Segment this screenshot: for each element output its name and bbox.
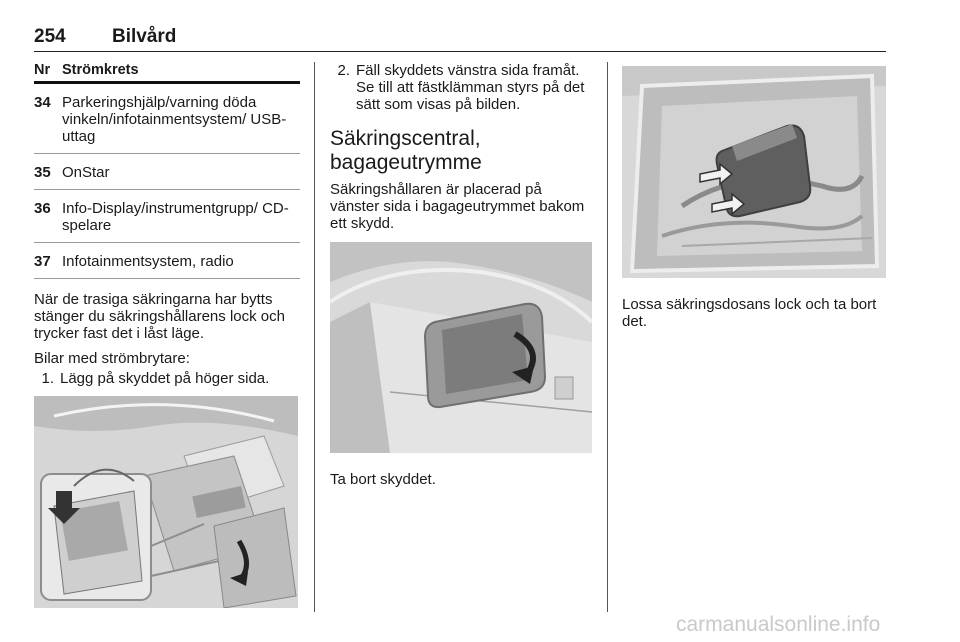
column-right <box>622 62 886 330</box>
body-paragraph: Bilar med strömbrytare: <box>34 350 190 367</box>
table-row <box>34 190 300 243</box>
column-middle <box>330 62 594 488</box>
section-heading: Säkringscentral, bagageutrymme <box>330 127 482 174</box>
illustration-fuse-box <box>622 66 886 278</box>
column-left <box>34 62 300 608</box>
header-nr: Nr <box>34 62 51 78</box>
step-text: Fäll skyddets vänstra sida framåt. Se till att fästklämman styrs på det sätt som visas på bilden. <box>356 62 585 113</box>
row-nr: 34 <box>34 94 51 111</box>
column-divider <box>607 62 608 612</box>
table-row <box>34 84 300 154</box>
illustration-center-console <box>34 396 298 608</box>
page-number: 254 <box>34 26 66 47</box>
body-paragraph: Säkringshållaren är placerad på vänster sida i bagageutrymmet bakom ett skydd. <box>330 181 585 232</box>
watermark: carmanualsonline.info <box>676 613 881 636</box>
figure-caption: Lossa säkringsdosans lock och ta bort det. <box>622 296 877 330</box>
body-paragraph: När de trasiga säkringarna har bytts stänger du säkringshållarens lock och trycker fast det i låst läge. <box>34 291 285 342</box>
row-nr: 35 <box>34 164 51 181</box>
table-row <box>34 243 300 279</box>
header-circuit: Strömkrets <box>62 62 139 78</box>
row-text: Info-Display/instrumentgrupp/ CD-spelare <box>62 200 289 234</box>
step-number: 2. <box>337 62 350 79</box>
row-nr: 36 <box>34 200 51 217</box>
step-number: 1. <box>41 370 54 387</box>
table-row <box>34 154 300 190</box>
step-2 <box>330 62 594 113</box>
illustration-trunk-cover <box>330 242 592 453</box>
row-text: Infotainmentsystem, radio <box>62 253 234 270</box>
row-text: Parkeringshjälp/varning döda vinkeln/infotainmentsystem/ USB-uttag <box>62 94 287 145</box>
column-divider <box>314 62 315 612</box>
row-text: OnStar <box>62 164 110 181</box>
step-text: Lägg på skyddet på höger sida. <box>60 370 270 387</box>
section-title: Bilvård <box>112 26 177 47</box>
page-header <box>34 26 886 52</box>
figure-caption: Ta bort skyddet. <box>330 471 436 488</box>
step-1 <box>34 370 300 387</box>
fuse-table-header <box>34 62 300 84</box>
row-nr: 37 <box>34 253 51 270</box>
